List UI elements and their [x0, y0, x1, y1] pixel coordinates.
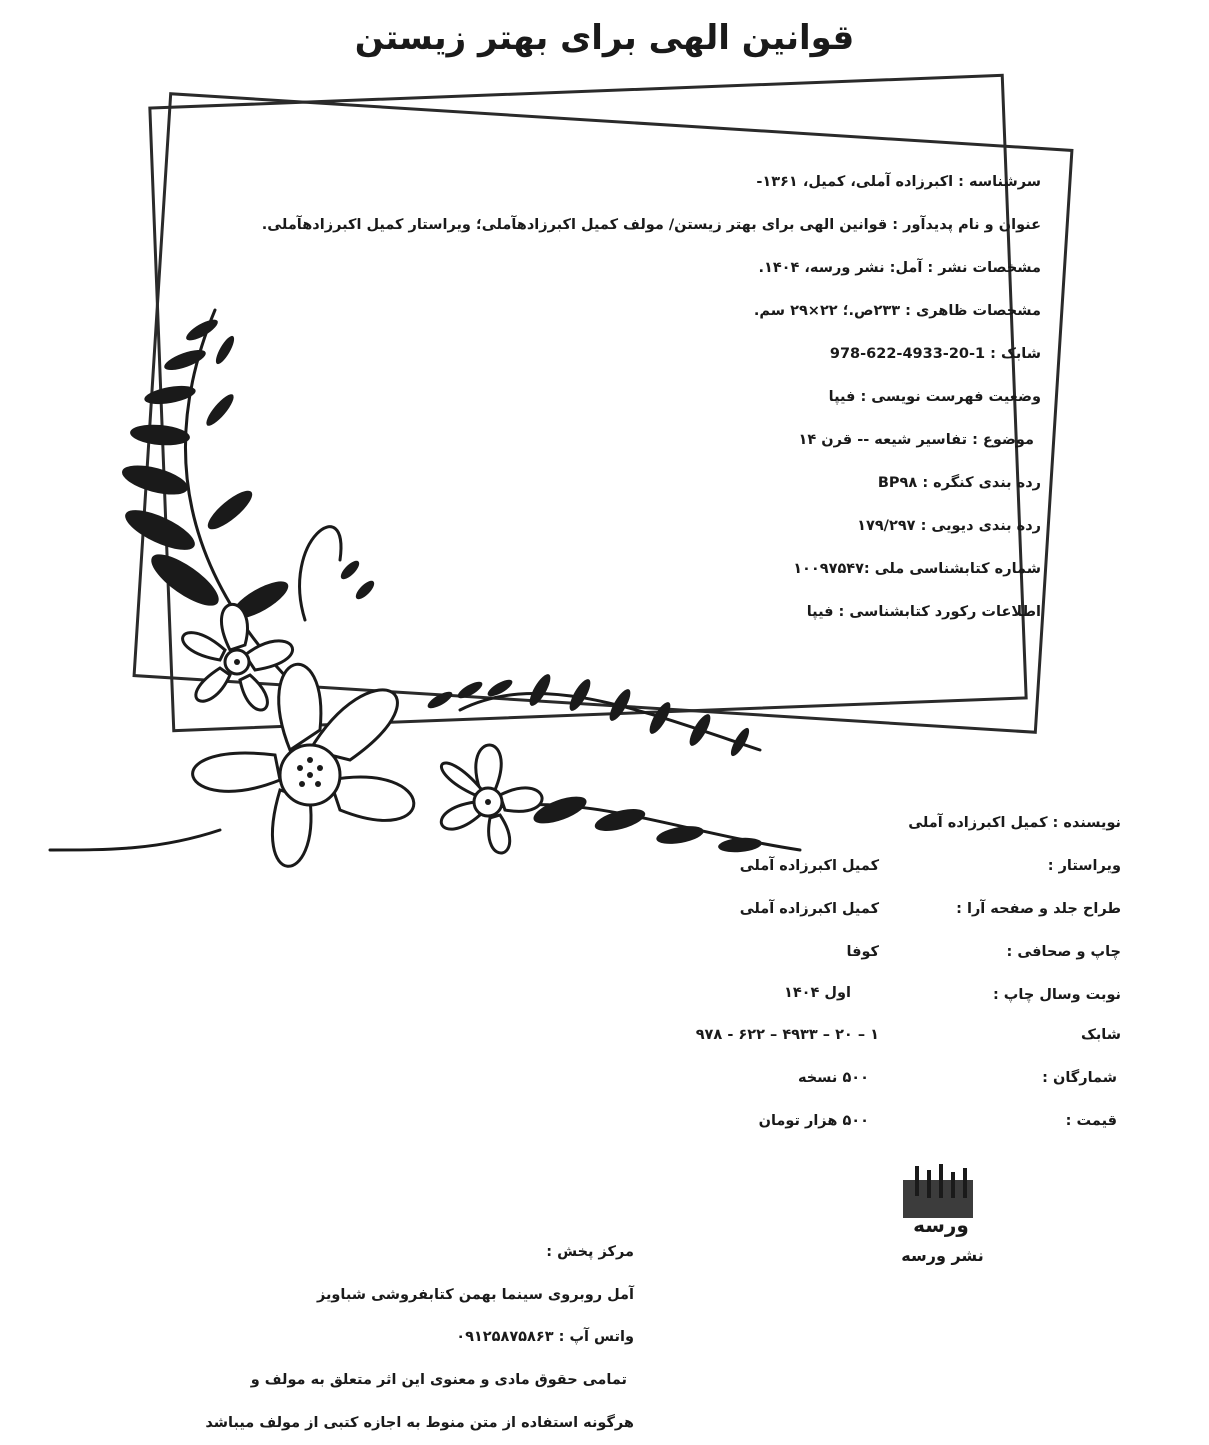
credit-editor-value: کمیل اکبرزاده آملی: [739, 858, 879, 874]
cip-lc-class: رده بندی کنگره : BP۹۸: [877, 475, 1041, 491]
credit-printer-value: کوفا: [846, 944, 879, 960]
cip-isbn-value: 978-622-4933-20-1: [829, 346, 986, 362]
distribution-address: آمل روبروی سینما بهمن کتابفروشی شباویز: [316, 1287, 634, 1303]
distribution-whatsapp: واتس آپ : ۰۹۱۲۵۸۷۵۸۶۳: [456, 1329, 634, 1345]
cip-isbn: [830, 346, 1041, 362]
credit-price-value: ۵۰۰ هزار تومان: [758, 1113, 869, 1129]
credit-copies-value: ۵۰۰ نسخه: [797, 1070, 869, 1086]
credit-edition-label: نوبت وسال چاپ :: [992, 987, 1121, 1003]
cip-publication: مشخصات نشر : آمل: نشر ورسه، ۱۴۰۴.: [758, 260, 1041, 276]
distribution-heading: مرکز پخش :: [546, 1244, 634, 1260]
rights-line-2: هرگونه استفاده از متن منوط به اجازه کتبی از مولف میباشد: [205, 1415, 634, 1431]
book-title: قوانین الهی برای بهتر زیستن: [354, 18, 855, 58]
credit-isbn-label: شابک: [1081, 1027, 1121, 1043]
cip-national-no-value: ۱۰۰۹۷۵۴۷: [793, 561, 864, 577]
credit-editor-label: ویراستار :: [1047, 858, 1121, 874]
credit-author: نویسنده : کمیل اکبرزاده آملی: [908, 815, 1121, 831]
cip-national-no-label: شماره کتابشناسی ملی :: [863, 561, 1041, 577]
cip-catalog-status: وضعیت فهرست نویسی : فیپا: [828, 389, 1041, 405]
floral-ornament-icon: [20, 290, 820, 970]
credit-edition-value: اول ۱۴۰۴: [783, 985, 851, 1001]
cip-record-info: اطلاعات رکورد کتابشناسی : فیپا: [806, 604, 1041, 620]
credit-price-label: قیمت :: [1065, 1113, 1117, 1129]
credit-isbn-value: ۱ – ۲۰ – ۴۹۳۳ – ۶۲۲ - ۹۷۸: [695, 1027, 879, 1043]
publisher-logo-mark: ورسه: [913, 1213, 969, 1237]
cip-title-statement: عنوان و نام پدیدآور : قوانین الهی برای بهتر زیستن/ مولف کمیل اکبرزادهآملی؛ ویراستار کمیل اکبرزادهآملی.: [261, 217, 1041, 233]
cip-physical: مشخصات ظاهری : ۲۳۳ص.؛ ۲۲×۲۹ سم.: [753, 303, 1041, 319]
cip-dewey-class: رده بندی دیویی : ۱۷۹/۲۹۷: [857, 518, 1041, 534]
credit-designer-label: طراح جلد و صفحه آرا :: [956, 901, 1121, 917]
cip-subject: موضوع : تفاسیر شیعه -- قرن ۱۴: [798, 432, 1034, 448]
rights-line-1: تمامی حقوق مادی و معنوی این اثر متعلق به مولف و: [250, 1372, 627, 1388]
credit-copies-label: شمارگان :: [1042, 1070, 1117, 1086]
credit-printer-label: چاپ و صحافی :: [1006, 944, 1121, 960]
publisher-logo-icon: [895, 1162, 990, 1272]
publisher-logo-caption: نشر ورسه: [901, 1246, 984, 1265]
cip-isbn-label: شابک :: [985, 346, 1041, 362]
cip-author-heading: سرشناسه : اکبرزاده آملی، کمیل، ۱۳۶۱-: [756, 174, 1041, 190]
credit-designer-value: کمیل اکبرزاده آملی: [739, 901, 879, 917]
